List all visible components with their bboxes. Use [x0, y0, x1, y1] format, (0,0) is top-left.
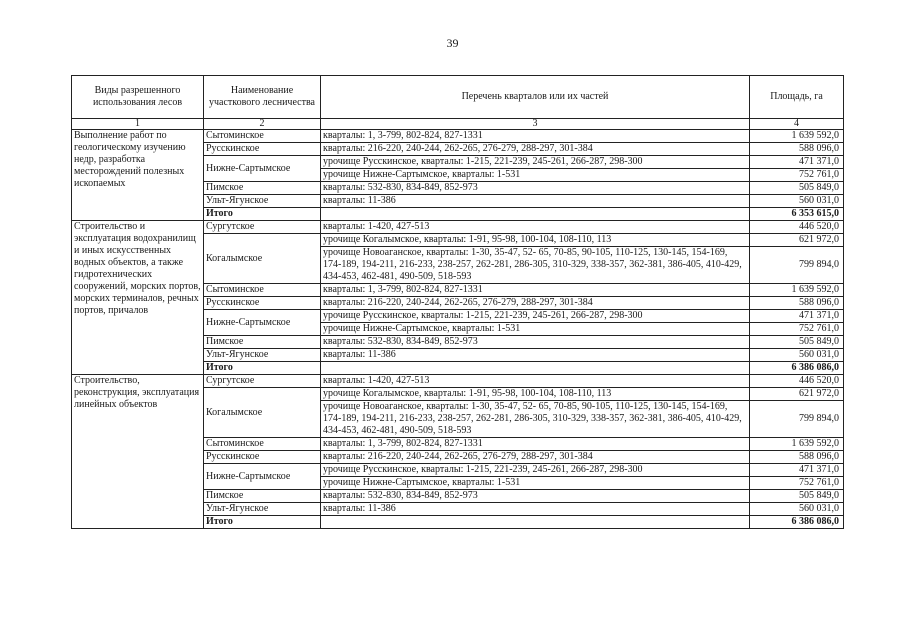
area-cell: 446 520,0 [750, 221, 844, 234]
area-cell: 471 371,0 [750, 310, 844, 323]
quarters-cell: урочище Новоаганское, кварталы: 1-30, 35-47, 52- 65, 70-85, 90-105, 110-125, 130-145, 154-169, 174-189, 194-211, 216-233, 238-257, 262-281, 286-305, 310-329, 338-357, 362-381, 386-405, 410-429, 434-453, 462-481, 490-509, 518-593 [321, 247, 750, 284]
column-number: 1 [72, 119, 204, 130]
area-cell: 560 031,0 [750, 195, 844, 208]
total-label: Итого [204, 208, 321, 221]
quarters-cell: кварталы: 1, 3-799, 802-824, 827-1331 [321, 438, 750, 451]
forestry-name-cell: Русскинское [204, 297, 321, 310]
quarters-cell: урочище Новоаганское, кварталы: 1-30, 35-47, 52- 65, 70-85, 90-105, 110-125, 130-145, 154-169, 174-189, 194-211, 216-233, 238-257, 262-281, 286-305, 310-329, 338-357, 362-381, 386-405, 410-429, 434-453, 462-481, 490-509, 518-593 [321, 401, 750, 438]
area-cell: 471 371,0 [750, 464, 844, 477]
quarters-cell: кварталы: 11-386 [321, 195, 750, 208]
quarters-cell: кварталы: 216-220, 240-244, 262-265, 276-279, 288-297, 301-384 [321, 297, 750, 310]
quarters-cell: кварталы: 532-830, 834-849, 852-973 [321, 182, 750, 195]
column-number: 4 [750, 119, 844, 130]
area-cell: 621 972,0 [750, 234, 844, 247]
quarters-cell: кварталы: 11-386 [321, 503, 750, 516]
quarters-cell: урочище Русскинское, кварталы: 1-215, 221-239, 245-261, 266-287, 298-300 [321, 464, 750, 477]
area-cell: 588 096,0 [750, 143, 844, 156]
total-area-cell: 6 386 086,0 [750, 362, 844, 375]
table-row [72, 221, 844, 234]
forestry-name-cell: Сытоминское [204, 438, 321, 451]
total-label: Итого [204, 516, 321, 529]
area-cell: 752 761,0 [750, 169, 844, 182]
forestry-name-cell: Когалымское [204, 388, 321, 438]
column-number-row [72, 119, 844, 130]
quarters-cell: кварталы: 532-830, 834-849, 852-973 [321, 336, 750, 349]
quarters-cell: урочище Нижне-Сартымское, кварталы: 1-531 [321, 323, 750, 336]
quarters-cell: урочище Русскинское, кварталы: 1-215, 221-239, 245-261, 266-287, 298-300 [321, 156, 750, 169]
forestry-name-cell: Нижне-Сартымское [204, 464, 321, 490]
quarters-cell: кварталы: 1, 3-799, 802-824, 827-1331 [321, 130, 750, 143]
use-type-cell: Строительство, реконструкция, эксплуатация линейных объектов [72, 375, 204, 529]
forestry-name-cell: Когалымское [204, 234, 321, 284]
total-area-cell: 6 353 615,0 [750, 208, 844, 221]
area-cell: 505 849,0 [750, 336, 844, 349]
total-empty-cell [321, 362, 750, 375]
total-label: Итого [204, 362, 321, 375]
forestry-name-cell: Сытоминское [204, 130, 321, 143]
header-quarters: Перечень кварталов или их частей [321, 76, 750, 119]
forestry-name-cell: Русскинское [204, 143, 321, 156]
table-row [72, 130, 844, 143]
area-cell: 799 894,0 [750, 247, 844, 284]
page-number: 39 [446, 36, 459, 50]
area-cell: 560 031,0 [750, 503, 844, 516]
header-use: Виды разрешенного использования лесов [72, 76, 204, 119]
quarters-cell: кварталы: 1-420, 427-513 [321, 375, 750, 388]
total-empty-cell [321, 208, 750, 221]
total-area-cell: 6 386 086,0 [750, 516, 844, 529]
area-cell: 446 520,0 [750, 375, 844, 388]
forestry-name-cell: Сытоминское [204, 284, 321, 297]
header-area: Площадь, га [750, 76, 844, 119]
forestry-name-cell: Сургутское [204, 221, 321, 234]
forestry-name-cell: Пимское [204, 182, 321, 195]
quarters-cell: кварталы: 216-220, 240-244, 262-265, 276-279, 288-297, 301-384 [321, 143, 750, 156]
use-type-cell: Строительство и эксплуатация водохранилищ и иных искусственных водных объектов, а также гидротехнических сооружений, морских портов, морских терминалов, речных портов, причалов [72, 221, 204, 375]
forestry-name-cell: Нижне-Сартымское [204, 156, 321, 182]
quarters-cell: кварталы: 11-386 [321, 349, 750, 362]
area-cell: 560 031,0 [750, 349, 844, 362]
forest-use-table [71, 75, 844, 529]
forestry-name-cell: Нижне-Сартымское [204, 310, 321, 336]
forestry-name-cell: Ульт-Ягунское [204, 503, 321, 516]
forestry-name-cell: Пимское [204, 490, 321, 503]
area-cell: 621 972,0 [750, 388, 844, 401]
use-type-cell: Выполнение работ по геологическому изучению недр, разработка месторождений полезных ископаемых [72, 130, 204, 221]
total-empty-cell [321, 516, 750, 529]
area-cell: 505 849,0 [750, 490, 844, 503]
table-row [72, 375, 844, 388]
area-cell: 752 761,0 [750, 323, 844, 336]
header-row [72, 76, 844, 119]
column-number: 2 [204, 119, 321, 130]
forestry-name-cell: Русскинское [204, 451, 321, 464]
area-cell: 588 096,0 [750, 297, 844, 310]
quarters-cell: урочище Нижне-Сартымское, кварталы: 1-531 [321, 477, 750, 490]
area-cell: 471 371,0 [750, 156, 844, 169]
area-cell: 799 894,0 [750, 401, 844, 438]
area-cell: 1 639 592,0 [750, 284, 844, 297]
quarters-cell: урочище Когалымское, кварталы: 1-91, 95-98, 100-104, 108-110, 113 [321, 234, 750, 247]
forestry-name-cell: Ульт-Ягунское [204, 349, 321, 362]
quarters-cell: кварталы: 1, 3-799, 802-824, 827-1331 [321, 284, 750, 297]
quarters-cell: кварталы: 1-420, 427-513 [321, 221, 750, 234]
area-cell: 505 849,0 [750, 182, 844, 195]
quarters-cell: урочище Русскинское, кварталы: 1-215, 221-239, 245-261, 266-287, 298-300 [321, 310, 750, 323]
area-cell: 588 096,0 [750, 451, 844, 464]
header-forestry: Наименование участкового лесничества [204, 76, 321, 119]
forestry-name-cell: Пимское [204, 336, 321, 349]
quarters-cell: урочище Нижне-Сартымское, кварталы: 1-531 [321, 169, 750, 182]
forestry-name-cell: Ульт-Ягунское [204, 195, 321, 208]
quarters-cell: кварталы: 532-830, 834-849, 852-973 [321, 490, 750, 503]
area-cell: 1 639 592,0 [750, 130, 844, 143]
column-number: 3 [321, 119, 750, 130]
area-cell: 752 761,0 [750, 477, 844, 490]
area-cell: 1 639 592,0 [750, 438, 844, 451]
forestry-name-cell: Сургутское [204, 375, 321, 388]
quarters-cell: кварталы: 216-220, 240-244, 262-265, 276-279, 288-297, 301-384 [321, 451, 750, 464]
quarters-cell: урочище Когалымское, кварталы: 1-91, 95-98, 100-104, 108-110, 113 [321, 388, 750, 401]
